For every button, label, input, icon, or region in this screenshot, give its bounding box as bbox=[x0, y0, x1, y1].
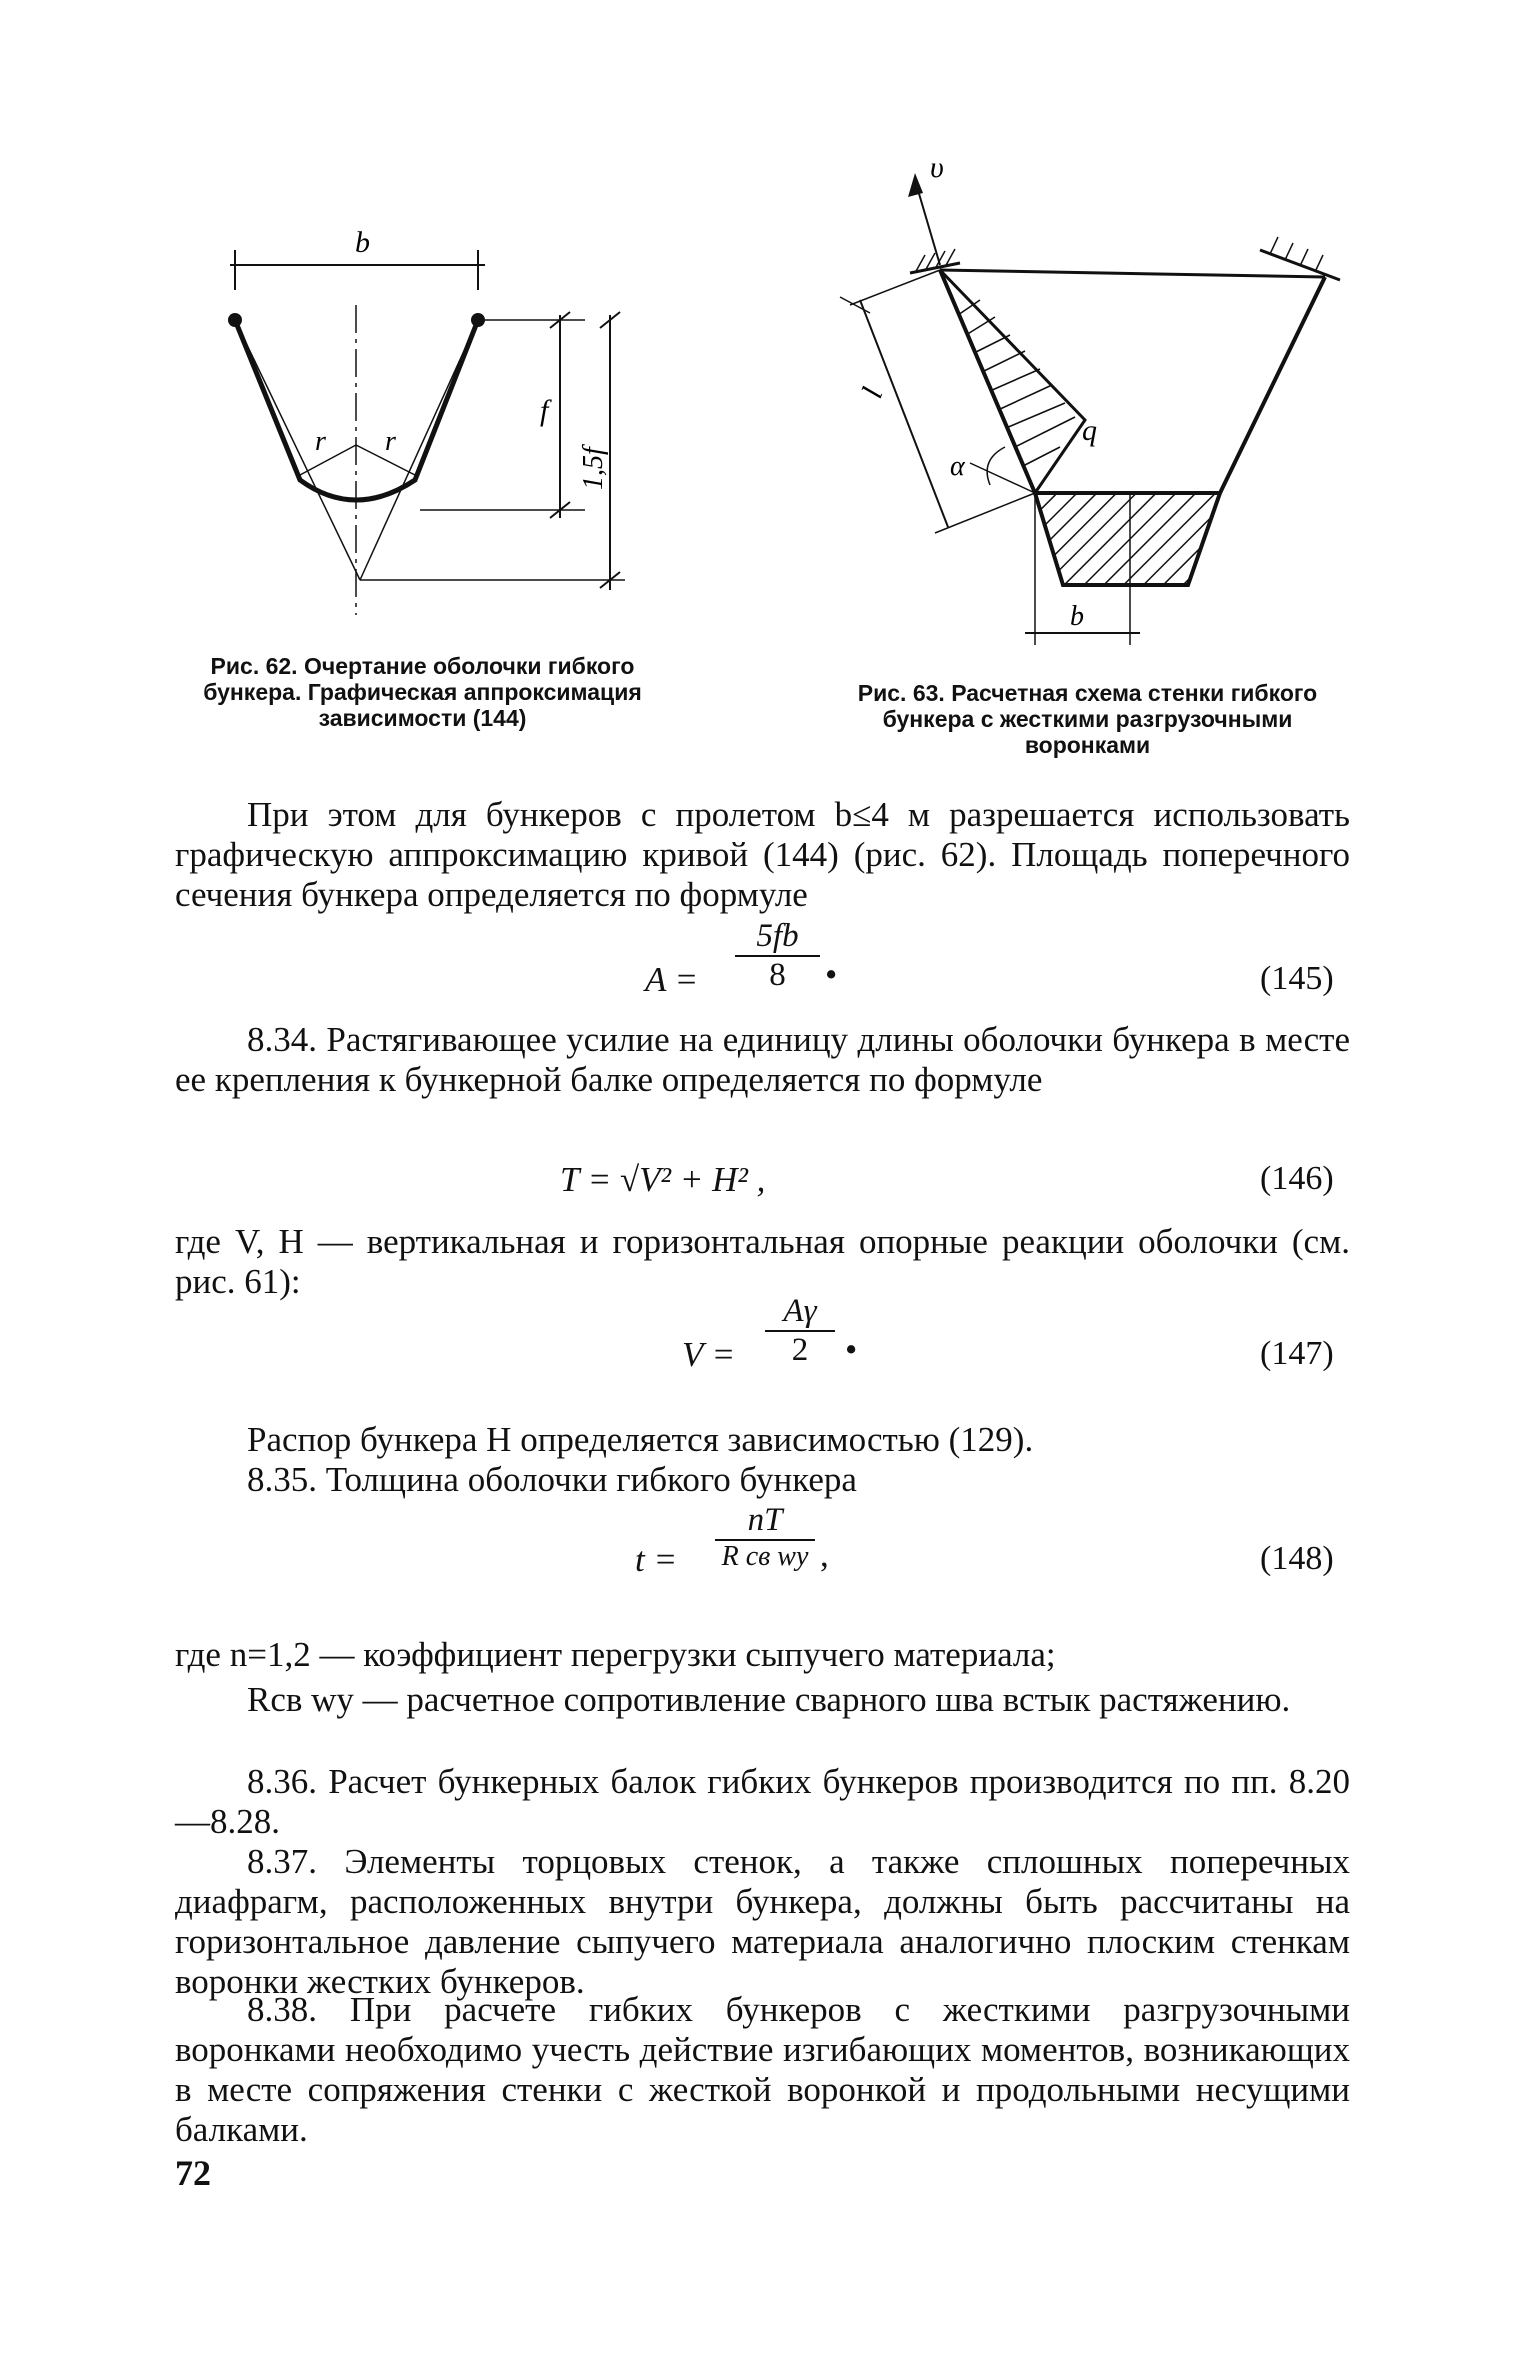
formula-146-number: (146) bbox=[1260, 1160, 1334, 1197]
paragraph-where-n: где n=1,2 — коэффициент перегрузки сыпучего материала; bbox=[175, 1635, 1056, 1674]
paragraph-intro: При этом для бункеров с пролетом b≤4 м разрешается использовать графическую аппроксимацию кривой (144) (рис. 62). Площадь поперечного сечения бункера определяется по формуле bbox=[175, 795, 1350, 914]
page-number: 72 bbox=[175, 2153, 211, 2193]
formula-145-fraction bbox=[735, 918, 820, 994]
paragraph-8-35: 8.35. Толщина оболочки гибкого бункера bbox=[247, 1460, 857, 1499]
paragraph-where-vh: где V, H — вертикальная и горизонтальная опорные реакции оболочки (см. рис. 61): bbox=[175, 1222, 1350, 1301]
formula-148-tail: , bbox=[820, 1535, 829, 1574]
fig62-label-f: f bbox=[540, 394, 549, 427]
formula-148-lhs: t = bbox=[635, 1540, 678, 1579]
formula-148-number: (148) bbox=[1260, 1540, 1334, 1577]
fig63-label-b: b bbox=[1070, 601, 1084, 632]
formula-145-denominator: 8 bbox=[769, 957, 786, 993]
formula-148-denominator: R св wy bbox=[721, 1541, 809, 1572]
figure-62-diagram bbox=[190, 220, 650, 640]
paragraph-8-36: 8.36. Расчет бункерных балок гибких бункеров производится по пп. 8.20—8.28. bbox=[175, 1762, 1350, 1841]
paragraph-8-34: 8.34. Растягивающее усилие на единицу длины оболочки бункера в месте ее крепления к бункерной балке определяется по формуле bbox=[175, 1020, 1350, 1099]
formula-147-denominator: 2 bbox=[791, 1332, 809, 1368]
figure-63-diagram bbox=[820, 155, 1380, 665]
fig63-label-l: l bbox=[855, 383, 890, 403]
formula-145-tail: • bbox=[825, 955, 838, 994]
fig62-label-r-right: r bbox=[385, 426, 396, 457]
fig63-label-alpha: α bbox=[950, 451, 965, 482]
formula-147-fraction bbox=[765, 1293, 835, 1369]
fig62-label-15f: 1,5f bbox=[578, 447, 609, 490]
formula-147-tail: • bbox=[845, 1330, 858, 1369]
formula-145-numerator: 5fb bbox=[735, 918, 820, 957]
figure-62-caption: Рис. 62. Очертание оболочки гибкого бункера. Графическая аппроксимация зависимости (144) bbox=[203, 653, 642, 731]
formula-145-number: (145) bbox=[1260, 960, 1334, 997]
fig63-label-v: υ bbox=[930, 155, 944, 184]
formula-148-numerator: nT bbox=[715, 1502, 815, 1541]
paragraph-where-r: Rсв wy — расчетное сопротивление сварного шва встык растяжению. bbox=[247, 1680, 1291, 1719]
paragraph-raspor: Распор бункера H определяется зависимостью (129). bbox=[247, 1420, 1034, 1459]
formula-147-lhs: V = bbox=[682, 1335, 736, 1374]
figure-63-caption: Рис. 63. Расчетная схема стенки гибкого бункера с жесткими разгрузочными воронками bbox=[857, 680, 1318, 758]
formula-146: T = √V² + H² , bbox=[560, 1160, 766, 1199]
formula-147-numerator: Aγ bbox=[765, 1293, 835, 1332]
paragraph-8-38: 8.38. При расчете гибких бункеров с жесткими разгрузочными воронками необходимо учесть действие изгибающих моментов, возникающих в месте сопряжения стенки с жесткой воронкой и продольными несущими балками. bbox=[175, 1990, 1350, 2149]
formula-145-lhs: A = bbox=[645, 960, 699, 999]
fig63-label-q: q bbox=[1082, 414, 1097, 447]
paragraph-8-37: 8.37. Элементы торцовых стенок, а также сплошных поперечных диафрагм, расположенных внутри бункера, должны быть рассчитаны на горизонтальное давление сыпучего материала аналогично плоским стенкам воронки жестких бункеров. bbox=[175, 1842, 1350, 2001]
fig62-label-b: b bbox=[355, 226, 370, 259]
fig62-label-r-left: r bbox=[315, 426, 326, 457]
formula-147-number: (147) bbox=[1260, 1335, 1334, 1372]
formula-148-fraction bbox=[715, 1502, 815, 1573]
